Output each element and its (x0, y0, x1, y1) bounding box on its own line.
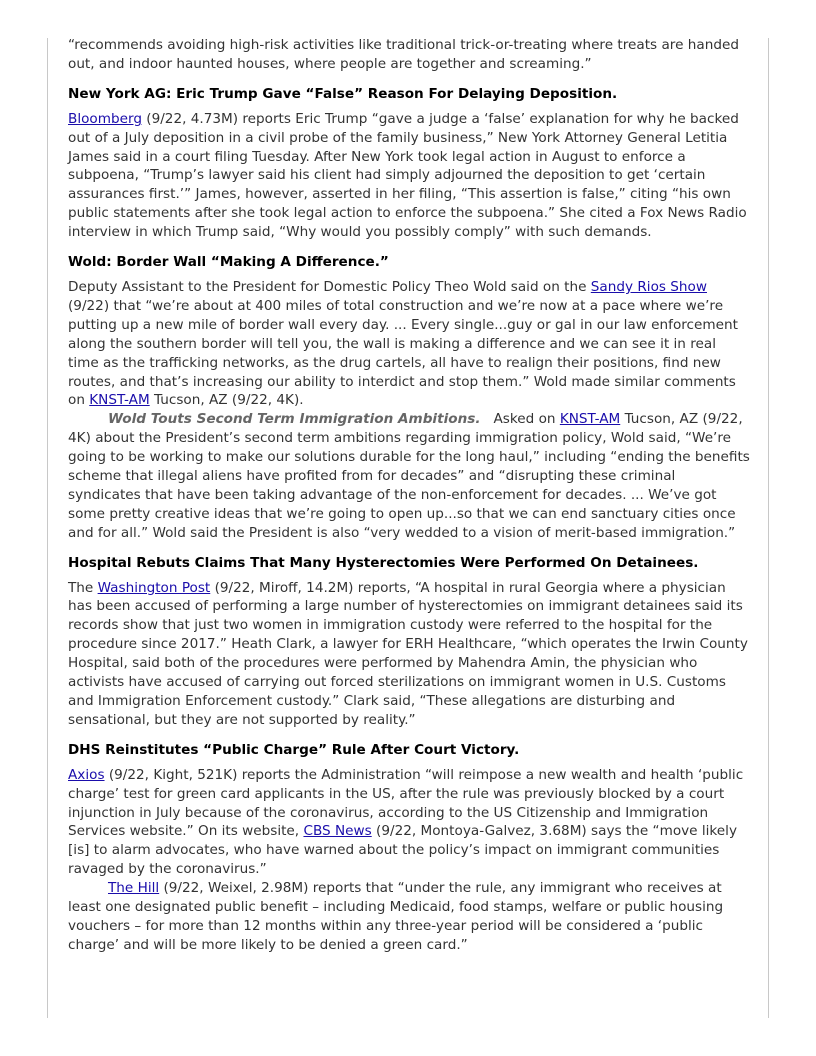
right-margin-rule (768, 38, 769, 1018)
source-link-the-hill[interactable]: The Hill (108, 880, 160, 897)
headline-eric-trump: New York AG: Eric Trump Gave “False” Reason For Delaying Deposition. (68, 85, 618, 102)
headline-hospital: Hospital Rebuts Claims That Many Hysterectomies Were Performed On Detainees. (68, 554, 699, 571)
continuation-paragraph: “recommends avoiding high-risk activities like traditional trick-or-treating where treats are handed out, and indoor haunted houses, where people are together and screaming.” (68, 37, 739, 72)
source-link-knst-am[interactable]: KNST-AM (89, 392, 150, 409)
body-text: Tucson, AZ (9/22, 4K) about the President’s second term ambitions regarding immigration policy, Wold said, “We’re going to be working to make our solutions durable for the long haul,” including “ending the benefits scheme that illegal aliens have profited from for decades” and “disrupting these criminal syndicates that have been taking advantage of the non-enforcement for decades. ... We’ve got some pretty creative ideas that we’re going to open up...so that we can end sanctuary cities once and for all.” Wold said the President is also “very wedded to a vision of merit-based immigration.” (68, 411, 750, 541)
article-body (68, 766, 750, 879)
article-body (68, 278, 750, 410)
body-text: (9/22, 4.73M) reports Eric Trump “gave a judge a ‘false’ explanation for why he backed out of a July deposition in a civil probe of the family business,” New York Attorney General Letitia James said in a court filing Tuesday. After New York took legal action in August to enforce a subpoena, “Trump’s lawyer said his client had simply adjourned the deposition to get ‘certain assurances first.’” James, however, asserted in her filing, “This assertion is false,” citing “his own public statements after she took legal action to enforce the subpoena.” She cited a Fox News Radio interview in which Trump said, “Why would you possibly comply” with such demands. (68, 110, 747, 241)
source-link-cbs-news[interactable]: CBS News (303, 823, 372, 840)
article-body (68, 410, 750, 542)
article-hospital (68, 554, 750, 730)
headline-public-charge: DHS Reinstitutes “Public Charge” Rule After Court Victory. (68, 741, 520, 758)
body-text: (9/22) that “we’re about at 400 miles of total construction and we’re now at a pace where we’re putting up a new mile of border wall every day. ... Every single...guy or gal in our law enforcement along the southern border will tell you, the wall is making a difference and we can see it in real time as the trafficking networks, as the drug cartels, all have to realign their positions, find new routes, and that’s increasing our ability to interdict and stop them.” Wold made similar comments on (68, 297, 738, 409)
article-border-wall (68, 253, 750, 543)
source-link-washington-post[interactable]: Washington Post (97, 579, 211, 596)
body-text: (9/22, Montoya-Galvez, 3.68M) says the “move likely [is] to alarm advocates, who have warned about the policy’s impact on immigrant communities ravaged by the coronavirus.” (68, 823, 737, 878)
article-body (68, 879, 750, 955)
document-page (68, 36, 750, 955)
body-text: (9/22, Weixel, 2.98M) reports that “under the rule, any immigrant who receives at least one designated public benefit – including Medicaid, food stamps, welfare or public housing vouchers – for more than 12 months within any three-year period will be considered a ‘public charge’ and will be more likely to be denied a green card.” (68, 880, 724, 953)
body-text: Asked on (480, 411, 560, 428)
body-text: Tucson, AZ (9/22, 4K). (149, 392, 304, 409)
body-text: (9/22, Kight, 521K) reports the Administration “will reimpose a new wealth and health ‘public charge’ test for green card applicants in the US, after the rule was previously blocked by a court injunction in July because of the coronavirus, according to the US Citizenship and Immigration Services website.” On its website, (68, 766, 744, 840)
source-link-axios[interactable]: Axios (68, 766, 105, 783)
article-body (68, 579, 750, 730)
article-public-charge (68, 741, 750, 955)
body-text: Deputy Assistant to the President for Domestic Policy Theo Wold said on the (68, 278, 591, 295)
source-link-knst-am[interactable]: KNST-AM (559, 411, 621, 428)
body-text: (9/22, Miroff, 14.2M) reports, “A hospital in rural Georgia where a physician has been accused of performing a large number of hysterectomies on immigrant detainees said its records show that just two women in immigration custody were referred to the hospital for the procedure since 2017.” Heath Clark, a lawyer for ERH Healthcare, “which operates the Irwin County Hospital, said both of the procedures were performed by Mahendra Amin, the physician who activists have accused of carrying out forced sterilizations on immigrant women in U.S. Customs and Immigration Enforcement custody.” Clark said, “These allegations are disturbing and sensational, but they are not supported by reality.” (68, 579, 748, 728)
left-margin-rule (47, 38, 48, 1018)
article-eric-trump (68, 85, 750, 242)
source-link-bloomberg[interactable]: Bloomberg (68, 110, 142, 127)
headline-border-wall: Wold: Border Wall “Making A Difference.” (68, 254, 389, 271)
body-text: The (68, 579, 98, 596)
article-body (68, 110, 750, 242)
source-link-sandy-rios-show[interactable]: Sandy Rios Show (590, 278, 707, 295)
subheadline-second-term: Wold Touts Second Term Immigration Ambitions. (108, 411, 481, 428)
